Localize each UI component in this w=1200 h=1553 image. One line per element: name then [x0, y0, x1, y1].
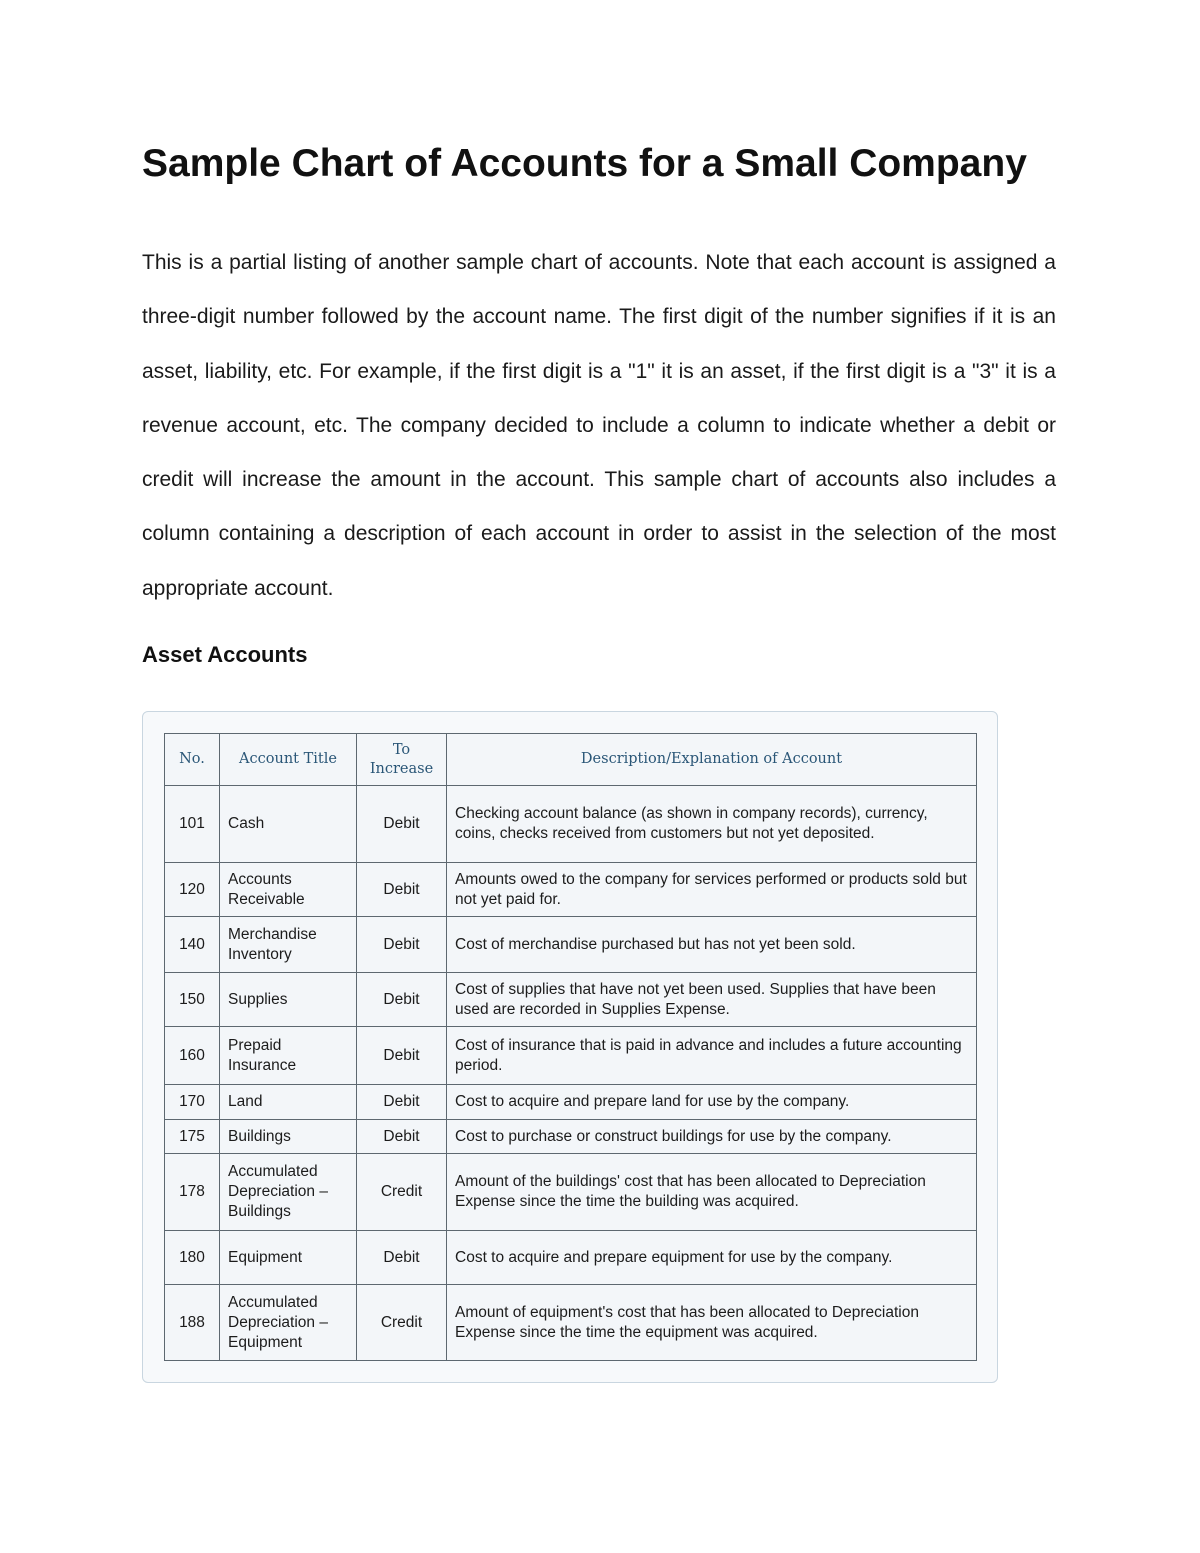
accounts-table-card [142, 711, 998, 1383]
account-increase: Credit [357, 1154, 447, 1231]
page-title: Sample Chart of Accounts for a Small Company [142, 142, 1027, 185]
account-description: Amount of the buildings' cost that has been allocated to Depreciation Expense since the time the building was acquired. [447, 1154, 977, 1231]
accounts-table [164, 733, 977, 1361]
table-row [165, 1231, 977, 1285]
account-title: Buildings [220, 1120, 357, 1154]
table-row [165, 1120, 977, 1154]
account-increase: Debit [357, 863, 447, 917]
account-number: 101 [165, 786, 220, 863]
account-title: Land [220, 1085, 357, 1120]
account-title: Accounts Receivable [220, 863, 357, 917]
account-title: Equipment [220, 1231, 357, 1285]
account-description: Cost to purchase or construct buildings for use by the company. [447, 1120, 977, 1154]
account-increase: Debit [357, 917, 447, 973]
header-account-title: Account Title [220, 734, 357, 786]
account-increase: Debit [357, 1231, 447, 1285]
account-title: Merchandise Inventory [220, 917, 357, 973]
account-description: Cost of insurance that is paid in advance and includes a future accounting period. [447, 1027, 977, 1085]
account-number: 120 [165, 863, 220, 917]
account-number: 188 [165, 1285, 220, 1361]
account-number: 140 [165, 917, 220, 973]
header-to-increase: To Increase [357, 734, 447, 786]
account-description: Cost to acquire and prepare land for use by the company. [447, 1085, 977, 1120]
account-increase: Debit [357, 1085, 447, 1120]
header-description: Description/Explanation of Account [447, 734, 977, 786]
account-number: 160 [165, 1027, 220, 1085]
account-description: Cost of merchandise purchased but has not yet been sold. [447, 917, 977, 973]
account-description: Cost of supplies that have not yet been used. Supplies that have been used are recorded in Supplies Expense. [447, 973, 977, 1027]
table-row [165, 786, 977, 863]
table-row [165, 1285, 977, 1361]
account-description: Checking account balance (as shown in company records), currency, coins, checks received from customers but not yet deposited. [447, 786, 977, 863]
table-row [165, 863, 977, 917]
intro-paragraph: This is a partial listing of another sample chart of accounts. Note that each account is assigned a three-digit number followed by the account name. The first digit of the number signifies if it is an asset, liability, etc. For example, if the first digit is a "1" it is an asset, if the first digit is a "3" it is a revenue account, etc. The company decided to include a column to indicate whether a debit or credit will increase the amount in the account. This sample chart of accounts also includes a column containing a description of each account in order to assist in the selection of the most appropriate account. [142, 251, 1056, 600]
account-description: Amounts owed to the company for services performed or products sold but not yet paid for. [447, 863, 977, 917]
account-number: 178 [165, 1154, 220, 1231]
header-no: No. [165, 734, 220, 786]
account-title: Accumulated Depreciation – Buildings [220, 1154, 357, 1231]
account-description: Amount of equipment's cost that has been allocated to Depreciation Expense since the time the equipment was acquired. [447, 1285, 977, 1361]
account-description: Cost to acquire and prepare equipment for use by the company. [447, 1231, 977, 1285]
account-number: 170 [165, 1085, 220, 1120]
account-number: 175 [165, 1120, 220, 1154]
account-title: Cash [220, 786, 357, 863]
account-increase: Debit [357, 973, 447, 1027]
table-row [165, 917, 977, 973]
account-title: Prepaid Insurance [220, 1027, 357, 1085]
account-title: Accumulated Depreciation – Equipment [220, 1285, 357, 1361]
table-header-row [165, 734, 977, 786]
account-increase: Debit [357, 1120, 447, 1154]
account-increase: Debit [357, 1027, 447, 1085]
table-row [165, 1085, 977, 1120]
table-row [165, 973, 977, 1027]
account-title: Supplies [220, 973, 357, 1027]
account-number: 180 [165, 1231, 220, 1285]
table-row [165, 1027, 977, 1085]
section-heading: Asset Accounts [142, 642, 308, 667]
table-row [165, 1154, 977, 1231]
account-increase: Debit [357, 786, 447, 863]
account-number: 150 [165, 973, 220, 1027]
account-increase: Credit [357, 1285, 447, 1361]
